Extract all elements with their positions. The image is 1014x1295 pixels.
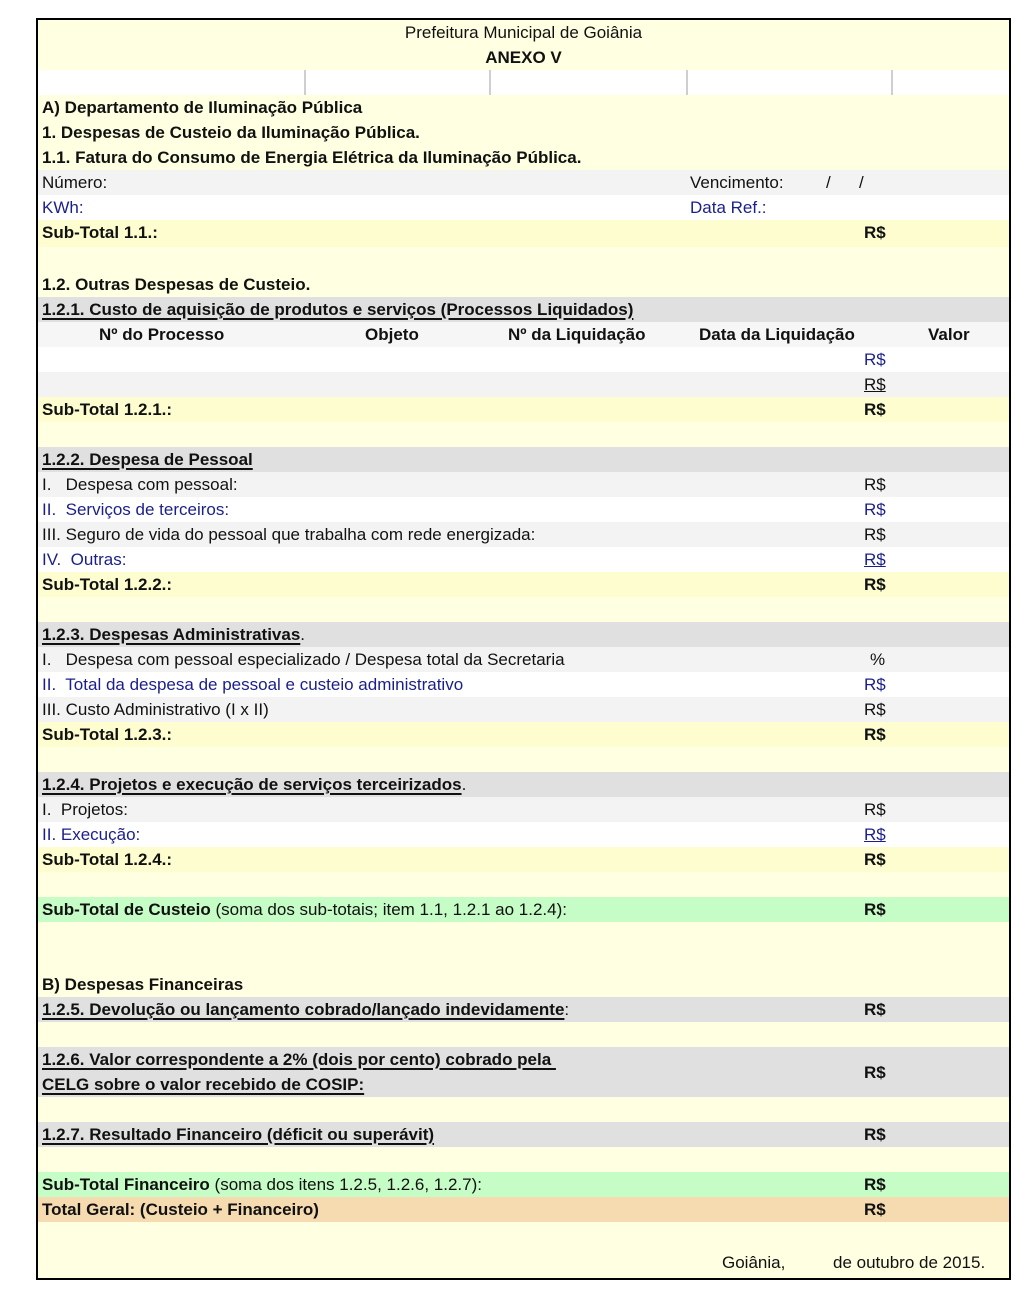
col-valor: Valor [928, 325, 970, 344]
blank-row [38, 922, 1009, 947]
item-label: II. Execução: [42, 825, 141, 844]
subtotal-custeio-label [42, 897, 567, 922]
footer-city: Goiânia, [722, 1253, 786, 1272]
subtotal-1-2-2-currency: R$ [864, 575, 886, 594]
item-label: I. Despesa com pessoal: [42, 475, 238, 494]
subtotal-1-2-2-label: Sub-Total 1.2.2.: [42, 575, 173, 594]
item-currency: R$ [864, 800, 886, 819]
grid-divider [891, 70, 893, 95]
subtotal-1-2-3-row [38, 722, 1009, 747]
kwh-row [38, 195, 1009, 220]
grid-divider [304, 70, 306, 95]
header-annex-row [38, 45, 1009, 70]
table-row[interactable] [38, 347, 1009, 372]
subtotal-1-2-4-currency: R$ [864, 850, 886, 869]
section-1-2-2-title: 1.2.2. Despesa de Pessoal [42, 450, 253, 469]
section-1-2-2-header [38, 447, 1009, 472]
item-currency: R$ [864, 825, 886, 844]
item-currency: R$ [864, 700, 886, 719]
col-objeto: Objeto [365, 325, 419, 344]
pessoal-item-2 [38, 497, 1009, 522]
section-1-1-title: 1.1. Fatura do Consumo de Energia Elétrica da Iluminação Pública. [42, 148, 582, 167]
section-1-2-4-title: 1.2.4. Projetos e execução de serviços terceirizados [42, 775, 462, 794]
subtotal-financeiro-rest: (soma dos itens 1.2.5, 1.2.6, 1.2.7): [209, 1175, 482, 1194]
section-1-2-5-wrap [42, 997, 569, 1022]
col-processo: Nº do Processo [99, 325, 225, 344]
section-1-2-1-header [38, 297, 1009, 322]
annex-title: ANEXO V [485, 48, 562, 67]
item-currency: R$ [864, 475, 886, 494]
pessoal-item-1 [38, 472, 1009, 497]
row-currency: R$ [864, 350, 886, 369]
grid-divider [686, 70, 688, 95]
section-1-2-3-header [38, 622, 1009, 647]
section-1-2-3-title-wrap [42, 622, 305, 647]
section-1-row [38, 120, 1009, 145]
projetos-item-2 [38, 822, 1009, 847]
subtotal-financeiro-bold: Sub-Total Financeiro [42, 1175, 210, 1194]
dataref-label: Data Ref.: [690, 198, 767, 217]
numero-row [38, 170, 1009, 195]
subtotal-1-2-1-row [38, 397, 1009, 422]
blank-row [38, 1022, 1009, 1047]
subtotal-financeiro-label [42, 1172, 482, 1197]
section-1-1-row [38, 145, 1009, 170]
subtotal-1-2-2-row [38, 572, 1009, 597]
grid-row [38, 70, 1009, 95]
table-header-row [38, 322, 1009, 347]
section-1-title: 1. Despesas de Custeio da Iluminação Pública. [42, 123, 420, 142]
subtotal-1-1-row [38, 220, 1009, 247]
section-1-2-6-line2: CELG sobre o valor recebido de COSIP: [42, 1075, 365, 1094]
blank-row [38, 747, 1009, 772]
section-1-2-7-row [38, 1122, 1009, 1147]
subtotal-1-2-3-label: Sub-Total 1.2.3.: [42, 725, 173, 744]
subtotal-custeio-currency: R$ [864, 900, 886, 919]
footer-row [38, 1250, 1009, 1275]
subtotal-1-2-1-currency: R$ [864, 400, 886, 419]
item-label: I. Projetos: [42, 800, 128, 819]
table-row[interactable] [38, 372, 1009, 397]
section-1-2-7-currency: R$ [864, 1125, 886, 1144]
section-1-2-6-currency: R$ [864, 1063, 886, 1082]
org-title: Prefeitura Municipal de Goiânia [404, 23, 643, 42]
section-1-2-6-row [38, 1047, 1009, 1097]
section-1-2-4-header [38, 772, 1009, 797]
admin-item-2 [38, 672, 1009, 697]
subtotal-1-1-label: Sub-Total 1.1.: [42, 223, 158, 242]
title-suffix: . [461, 775, 467, 794]
blank-row [38, 1147, 1009, 1172]
admin-item-3 [38, 697, 1009, 722]
section-a-title: A) Departamento de Iluminação Pública [42, 98, 363, 117]
subtotal-custeio-bold: Sub-Total de Custeio [42, 900, 211, 919]
section-b-title: B) Despesas Financeiras [42, 975, 244, 994]
blank-row [38, 947, 1009, 972]
blank-row [38, 1222, 1009, 1247]
section-1-2-row [38, 272, 1009, 297]
grid-divider [489, 70, 491, 95]
subtotal-custeio-rest: (soma dos sub-totais; item 1.1, 1.2.1 ao 1.2.4): [210, 900, 567, 919]
section-1-2-3-title: 1.2.3. Despesas Administrativas [42, 625, 301, 644]
subtotal-1-2-1-label: Sub-Total 1.2.1.: [42, 400, 173, 419]
col-liquidacao: Nº da Liquidação [508, 325, 646, 344]
blank-row [38, 597, 1009, 622]
section-1-2-5-title: 1.2.5. Devolução ou lançamento cobrado/lançado indevidamente [42, 1000, 565, 1019]
col-data-liquidacao: Data da Liquidação [699, 325, 855, 344]
section-1-2-1-title: 1.2.1. Custo de aquisição de produtos e serviços (Processos Liquidados) [42, 300, 634, 319]
blank-row [38, 247, 1009, 272]
row-currency: R$ [864, 375, 886, 394]
subtotal-1-1-currency: R$ [864, 223, 886, 242]
subtotal-1-2-3-currency: R$ [864, 725, 886, 744]
pessoal-item-3 [38, 522, 1009, 547]
subtotal-financeiro-currency: R$ [864, 1175, 886, 1194]
item-label: IV. Outras: [42, 550, 127, 569]
item-label: I. Despesa com pessoal especializado / Despesa total da Secretaria [42, 650, 565, 669]
blank-row [38, 422, 1009, 447]
item-currency: R$ [864, 675, 886, 694]
section-1-2-7-title: 1.2.7. Resultado Financeiro (déficit ou superávit) [42, 1125, 435, 1144]
title-suffix: : [564, 1000, 570, 1019]
section-1-2-5-row [38, 997, 1009, 1022]
subtotal-custeio-row [38, 897, 1009, 922]
annex-sheet [36, 18, 1011, 1280]
section-1-2-5-currency: R$ [864, 1000, 886, 1019]
item-label: III. Custo Administrativo (I x II) [42, 700, 269, 719]
header-org-row [38, 20, 1009, 45]
vencimento-value[interactable]: / / [826, 173, 864, 192]
admin-item-1 [38, 647, 1009, 672]
section-1-2-title: 1.2. Outras Despesas de Custeio. [42, 275, 311, 294]
total-geral-row [38, 1197, 1009, 1222]
subtotal-financeiro-row [38, 1172, 1009, 1197]
section-b-row [38, 972, 1009, 997]
total-geral-label: Total Geral: (Custeio + Financeiro) [42, 1200, 319, 1219]
total-geral-currency: R$ [864, 1200, 886, 1219]
title-suffix: . [300, 625, 306, 644]
pessoal-item-4 [38, 547, 1009, 572]
subtotal-1-2-4-row [38, 847, 1009, 872]
footer-date: de outubro de 2015. [833, 1253, 986, 1272]
projetos-item-1 [38, 797, 1009, 822]
subtotal-1-2-4-label: Sub-Total 1.2.4.: [42, 850, 173, 869]
section-1-2-6-line1: 1.2.6. Valor correspondente a 2% (dois por cento) cobrado pela [42, 1050, 556, 1069]
item-currency: R$ [864, 550, 886, 569]
item-currency: R$ [864, 525, 886, 544]
item-label: III. Seguro de vida do pessoal que trabalha com rede energizada: [42, 525, 536, 544]
section-a-row [38, 95, 1009, 120]
item-label: II. Total da despesa de pessoal e custeio administrativo [42, 675, 464, 694]
item-label: II. Serviços de terceiros: [42, 500, 230, 519]
numero-label: Número: [42, 173, 108, 192]
blank-row [38, 1097, 1009, 1122]
item-currency: R$ [864, 500, 886, 519]
vencimento-label: Vencimento: [690, 173, 784, 192]
section-1-2-4-title-wrap [42, 772, 466, 797]
blank-row [38, 872, 1009, 897]
item-percent: % [870, 650, 886, 669]
kwh-label: KWh: [42, 198, 84, 217]
